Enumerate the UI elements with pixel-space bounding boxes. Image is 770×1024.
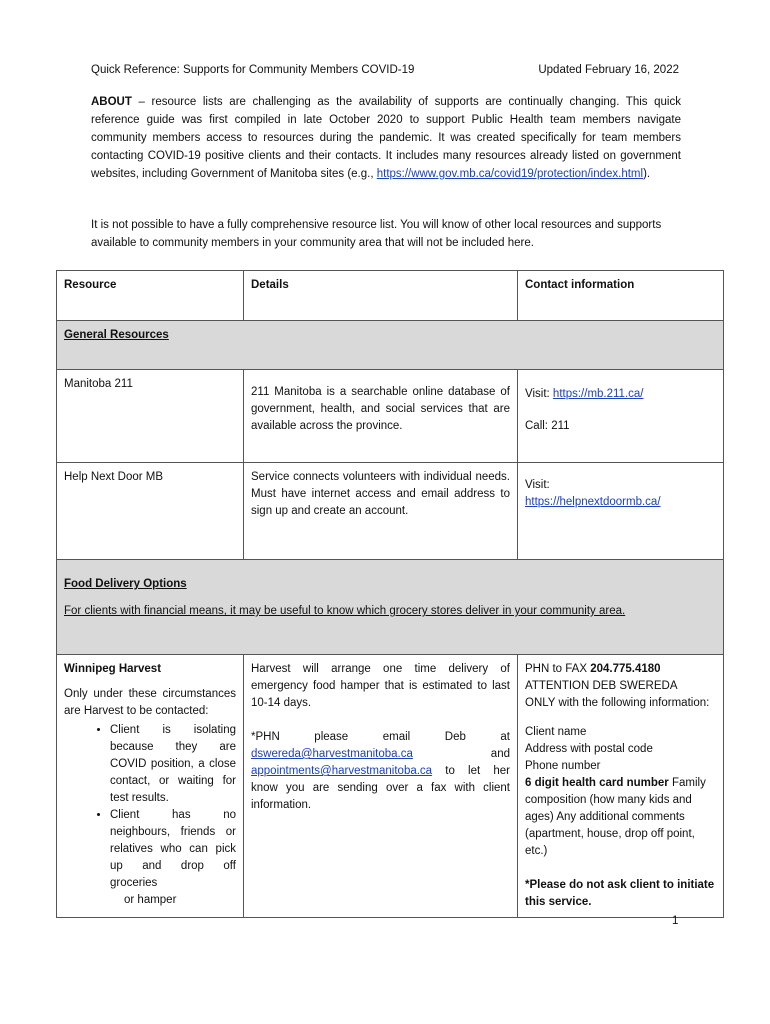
details-text: Service connects volunteers with individual needs. Must have internet access and email address to sign up and create an account. <box>251 471 510 517</box>
call-line: Call: 211 <box>525 420 570 432</box>
note-paragraph: It is not possible to have a fully comprehensive resource list. You will know of other local resources and supports available to community members in your community area that will not be included here. <box>91 219 662 249</box>
section-food-row <box>57 560 724 655</box>
table-row <box>57 463 724 560</box>
section-food-subtitle: For clients with financial means, it may be useful to know which grocery stores deliver in your community area. <box>64 605 626 617</box>
phn-note-a: *PHN please email Deb at <box>251 731 510 743</box>
harvest-intro: Only under these circumstances are Harvest to be contacted: <box>64 688 236 717</box>
condition-item: • Client is isolating because they are COVID position, a close contact, or waiting for test results. <box>110 722 236 807</box>
resource-details <box>244 463 518 560</box>
section-general-title: General Resources <box>57 321 724 370</box>
visit-label: Visit: <box>525 388 553 400</box>
condition-item: • Client has no neighbours, friends or relatives who can pick up and drop off groceries <box>110 807 236 892</box>
phone-line: Phone number <box>525 760 601 772</box>
card-rest: Family composition (how many kids and ages) Any additional comments (apartment, house, drop off point, etc.) <box>525 777 706 857</box>
header-resource: Resource <box>57 271 244 321</box>
resource-details <box>244 370 518 463</box>
harvest-name: Winnipeg Harvest <box>64 663 162 675</box>
about-end: ). <box>643 168 651 180</box>
table-row <box>57 370 724 463</box>
resource-contact <box>518 370 724 463</box>
resource-contact <box>518 463 724 560</box>
header-contact: Contact information <box>518 271 724 321</box>
gov-mb-link[interactable]: https://www.gov.mb.ca/covid19/protection/index.html <box>376 168 644 180</box>
resource-name: Help Next Door MB <box>57 463 244 560</box>
client-name-line: Client name <box>525 726 587 738</box>
table-header-row <box>57 271 724 321</box>
resource-contact <box>518 655 724 918</box>
resource-details <box>244 655 518 918</box>
about-text: – resource lists are challenging as the availability of supports are continually changing. This quick reference guide was first compiled in late October 2020 to support Public Health team members navigate community members access to resources during the pandemic. It was created specifically for team members contacting COVID-19 positive clients and their contacts. It includes many resources already listed on government websites, including Government of Manitoba sites (e.g., <box>91 96 681 180</box>
about-paragraph <box>91 93 681 183</box>
section-general-row <box>57 321 724 370</box>
details-text: 211 Manitoba is a searchable online database of government, health, and social services that are available across the province. <box>251 386 510 432</box>
phn-note-c: to let her know you are sending over a fax with client information. <box>251 765 510 811</box>
document-title: Quick Reference: Supports for Community Members COVID-19 <box>91 64 415 76</box>
deb-email-link[interactable]: dswereda@harvestmanitoba.ca <box>251 748 413 760</box>
resource-table <box>56 270 724 918</box>
fax-label: PHN to FAX <box>525 663 591 675</box>
header-details: Details <box>244 271 518 321</box>
condition-tail: or hamper <box>124 894 177 906</box>
visit-line <box>525 386 716 403</box>
attention-line: ATTENTION DEB SWEREDA <box>525 680 678 692</box>
table-row <box>57 655 724 918</box>
only-line: ONLY with the following information: <box>525 697 710 709</box>
appointments-email-link[interactable]: appointments@harvestmanitoba.ca <box>251 765 433 777</box>
card-bold: 6 digit health card number <box>525 777 669 789</box>
fax-number: 204.775.4180 <box>590 663 661 675</box>
harvest-conditions <box>64 722 236 892</box>
about-label: ABOUT <box>91 96 132 108</box>
page-number: 1 <box>672 915 679 927</box>
section-food-cell <box>57 560 724 655</box>
resource-name: Manitoba 211 <box>57 370 244 463</box>
harvest-details: Harvest will arrange one time delivery of emergency food hamper that is estimated to last 10-14 days. <box>251 663 510 709</box>
address-line: Address with postal code <box>525 743 653 755</box>
card-line <box>525 775 716 860</box>
helpnextdoor-link[interactable]: https://helpnextdoormb.ca/ <box>525 496 661 508</box>
mb211-link[interactable]: https://mb.211.ca/ <box>552 388 644 400</box>
harvest-phn-note <box>251 729 510 814</box>
fax-line <box>525 661 716 678</box>
visit-label: Visit: <box>525 479 550 491</box>
resource-name <box>57 655 244 918</box>
phn-note-b: and <box>412 748 510 760</box>
warning-line: *Please do not ask client to initiate this service. <box>525 879 715 908</box>
section-food-title: Food Delivery Options <box>64 578 187 590</box>
updated-date: Updated February 16, 2022 <box>538 64 679 76</box>
